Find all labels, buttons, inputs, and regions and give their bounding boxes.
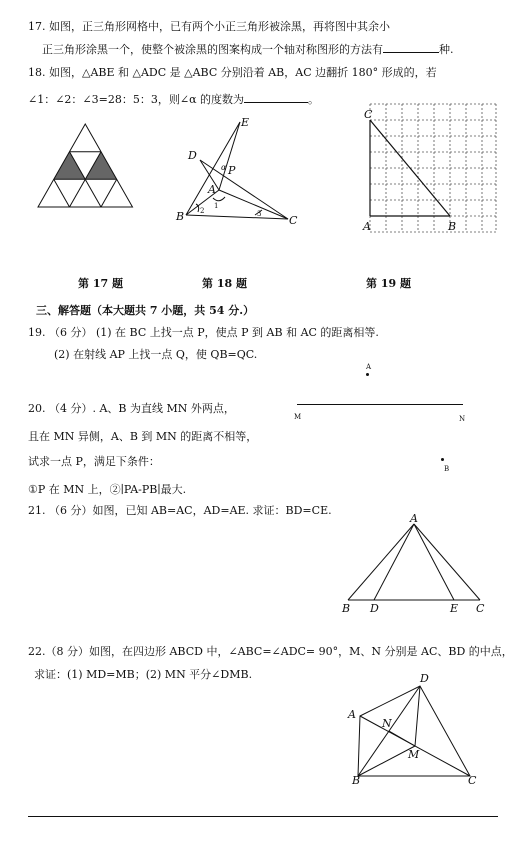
- q21-line1: 21. （6 分）如图，已知 AB=AC，AD=AE. 求证：BD=CE.: [28, 504, 332, 517]
- q22-line1: 22.（8 分）如图，在四边形 ABCD 中，∠ABC=∠ADC= 90°，M、N 分别是 AC、BD 的中点，: [28, 645, 513, 658]
- q18-line2: [28, 92, 319, 107]
- q18-label-B: B: [176, 210, 185, 223]
- q18-line2-text: ∠1：∠2：∠3=28：5：3，则∠α 的度数为: [28, 93, 244, 106]
- q17-line2-end: 种.: [439, 43, 454, 56]
- q20-label-M: M: [294, 413, 302, 421]
- q18-fold-figure: [170, 112, 300, 230]
- q21-label-E: E: [450, 602, 459, 615]
- q22-label-N: N: [382, 717, 392, 730]
- q20-line-MN: [297, 404, 463, 405]
- q18-angle-2: 2: [200, 207, 205, 215]
- q21-triangle-figure: [340, 512, 490, 616]
- q19-label-C: C: [364, 108, 373, 121]
- q18-label-alpha: α: [221, 163, 227, 172]
- q20-label-B: B: [444, 465, 450, 473]
- q22-label-C: C: [468, 774, 477, 787]
- q20-label-N: N: [459, 415, 466, 423]
- q20-line4: ①P 在 MN 上，②∣PA-PB∣最大.: [28, 483, 187, 496]
- q20-line1: 20. （4 分）. A、B 为直线 MN 外两点，: [28, 402, 235, 415]
- q22-line2: 求证：(1) MD=MB；(2) MN 平分∠DMB.: [34, 668, 253, 681]
- q19-grid-figure: [358, 98, 498, 240]
- q19-point-A-dot: [366, 373, 369, 376]
- q20-line2: 且在 MN 异侧，A、B 到 MN 的距离不相等，: [28, 430, 258, 443]
- q18-angle-3: 3: [257, 210, 262, 218]
- q22-label-B: B: [352, 774, 361, 787]
- q21-label-D: D: [370, 602, 379, 615]
- q17-line2: [42, 42, 454, 57]
- q20-line3: 试求一点 P，满足下条件：: [28, 455, 160, 468]
- q18-answer-blank: [244, 92, 308, 103]
- q18-label-E: E: [241, 116, 250, 129]
- q19-line1: 19. （6 分） (1) 在 BC 上找一点 P，使点 P 到 AB 和 AC 的距离相等.: [28, 326, 379, 339]
- caption-17: 第 17 题: [78, 277, 123, 290]
- q17-shaded-triangle-right: [85, 152, 117, 180]
- q19-point-A-label: A: [366, 363, 372, 371]
- q18-angle-1: 1: [214, 202, 219, 210]
- q19-line2: (2) 在射线 AP 上找一点 Q，使 QB=QC.: [54, 348, 258, 361]
- q19-label-A: A: [363, 220, 371, 233]
- q17-answer-blank: [383, 42, 439, 53]
- q18-label-C: C: [289, 214, 298, 227]
- q18-line1: 18. 如图，△ABE 和 △ADC 是 △ABC 分别沿着 AB，AC 边翻折 180° 形成的，若: [28, 66, 437, 79]
- q18-label-D: D: [188, 149, 197, 162]
- footer-divider: [28, 816, 498, 817]
- q17-line1: 17. 如图，正三角形网格中，已有两个小正三角形被涂黑，再将图中其余小: [28, 20, 390, 33]
- q17-triangle-grid-figure: [38, 124, 133, 208]
- q20-point-B-dot: [441, 458, 444, 461]
- q22-label-D: D: [420, 672, 429, 685]
- q21-label-A: A: [410, 512, 418, 525]
- q18-label-P: P: [228, 164, 236, 177]
- q22-label-A: A: [348, 708, 356, 721]
- q21-label-B: B: [342, 602, 351, 615]
- q21-label-C: C: [476, 602, 485, 615]
- q18-label-A: A: [208, 183, 216, 196]
- q17-line2-text: 正三角形涂黑一个，使整个被涂黑的图案构成一个轴对称图形的方法有: [42, 43, 383, 56]
- q22-label-M: M: [408, 748, 420, 761]
- q17-shaded-triangle-left: [54, 152, 86, 180]
- section3-heading: 三、解答题（本大题共 7 小题，共 54 分.）: [36, 304, 255, 317]
- q22-quadrilateral-figure: [340, 672, 490, 787]
- q18-line2-end: 。: [308, 93, 319, 106]
- caption-19: 第 19 题: [366, 277, 411, 290]
- q19-label-B: B: [448, 220, 457, 233]
- caption-18: 第 18 题: [202, 277, 247, 290]
